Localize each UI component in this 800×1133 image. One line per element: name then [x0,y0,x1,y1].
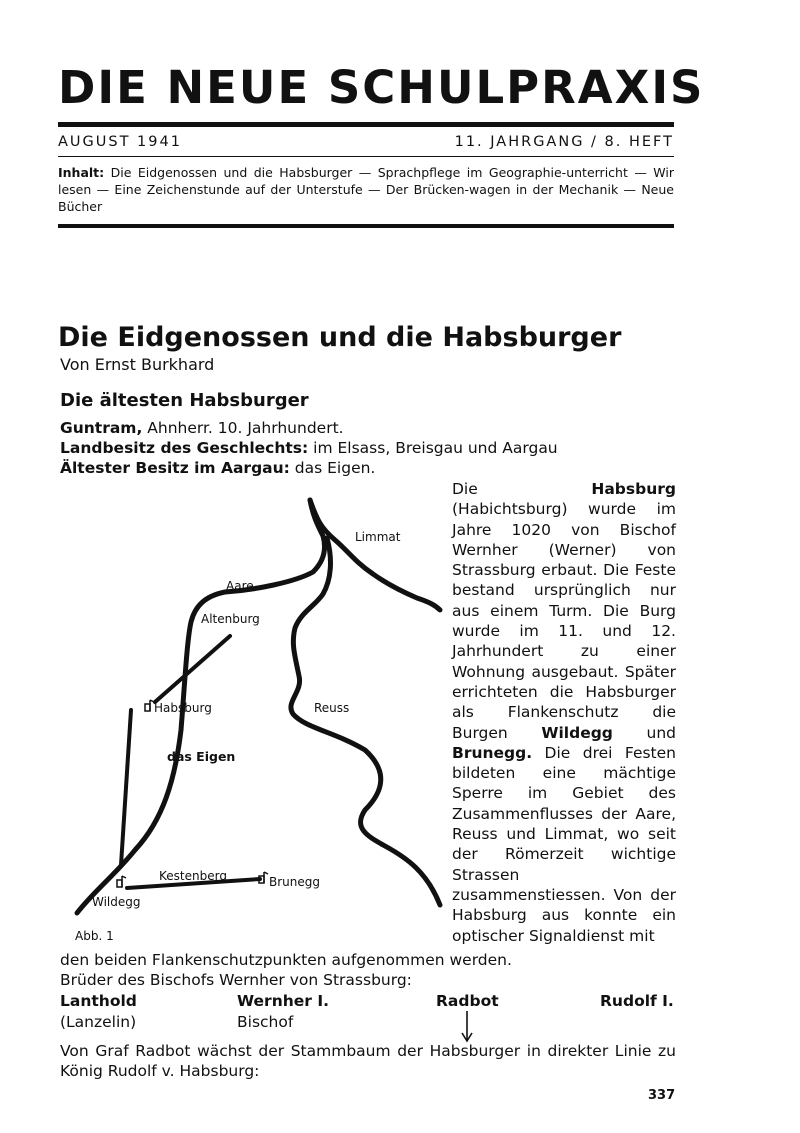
body-bold: Habsburg [591,480,676,498]
brother-rudolf [600,991,674,1012]
body-bold: Wildegg [541,723,613,742]
issue-number: 11. JAHRGANG / 8. HEFT [454,134,674,150]
table-of-contents [58,164,674,215]
fact-label: Landbesitz des Geschlechts: [60,439,309,457]
brother-name: Wernher I. [237,992,329,1010]
fact-label: Ältester Besitz im Aargau: [60,459,290,477]
label-eigen: das Eigen [167,749,236,764]
contents-text: Die Eidgenossen und die Habsburger — Sprachpflege im Geographie-unterricht — Wir lesen — Eine Zeichenstunde auf der Unterstufe — Der Brücken-wagen in der Mechanik — Neue Bücher [58,165,674,214]
article-column-text [452,479,676,946]
label-kestenberg: Kestenberg [159,869,227,883]
label-altenburg: Altenburg [201,612,260,626]
issue-rule [58,156,674,157]
contents-label: Inhalt: [58,165,105,180]
label-wildegg: Wildegg [92,895,141,909]
brothers-list [60,991,676,1035]
fact-guntram [60,418,344,438]
castle-icon [145,700,154,711]
brother-wernher [237,991,329,1033]
section-title: Die ältesten Habsburger [60,390,309,411]
map-figure [55,480,455,950]
figure-caption: Abb. 1 [75,929,114,943]
label-reuss: Reuss [314,701,350,715]
body-bold: Brunegg. [452,743,533,762]
fact-landbesitz [60,438,558,458]
issue-date: AUGUST 1941 [58,134,182,150]
masthead-rule [58,122,674,127]
castle-icon [117,876,126,887]
body-text: Die drei Festen bildeten eine mächtige Sperre im Gebiet des Zusammenflusses der Aare, Reuss und Limmat, wo seit der Römerzeit wichtige Strassen zusammenstiessen. Von der Habsburg aus konnte ein optischer Signaldienst mit [452,743,676,945]
brother-note: Bischof [237,1013,294,1031]
brother-lanthold [60,991,137,1033]
journal-title: DIE NEUE SCHULPRAXIS [58,61,705,114]
arrow-down-icon [459,1011,475,1043]
brother-note: (Lanzelin) [60,1013,137,1031]
contents-rule [58,224,674,228]
fact-text: Ahnherr. 10. Jahrhundert. [142,419,344,437]
body-text: und [612,723,676,742]
brothers-intro: Brüder des Bischofs Wernher von Strassburg: [60,971,412,989]
fact-besitz-aargau [60,458,375,478]
fact-text: das Eigen. [289,459,376,477]
label-brunegg: Brunegg [269,875,320,889]
reuss-river [291,538,440,905]
body-text: Die [452,480,592,498]
label-aare: Aare [226,579,254,593]
signal-line-wildegg [121,710,131,865]
continuation-line: den beiden Flankenschutzpunkten aufgenommen werden. [60,951,512,969]
label-habsburg: Habsburg [154,701,212,715]
fact-text: im Elsass, Breisgau und Aargau [308,439,558,457]
article-title: Die Eidgenossen und die Habsburger [58,322,622,353]
brother-radbot [436,991,499,1012]
brother-name: Lanthold [60,992,137,1010]
brother-name: Rudolf I. [600,992,674,1010]
body-text: (Habichtsburg) wurde im Jahre 1020 von Bischof Wernher (Werner) von Strassburg erbaut. Die Feste bestand ursprünglich nur aus einem Turm. Die Burg wurde im 11. und 12. Jahrhundert zu einer Wohnung ausgebaut. Später errichteten die Habsburger als Flankenschutz die Burgen [452,500,676,742]
final-paragraph: Von Graf Radbot wächst der Stammbaum der Habsburger in direkter Linie zu König Rudolf v. Habsburg: [60,1042,676,1080]
label-limmat: Limmat [355,530,401,544]
article-author: Von Ernst Burkhard [60,355,215,374]
page-number: 337 [648,1088,676,1103]
signal-line-altenburg [155,636,230,702]
brother-name: Radbot [436,992,499,1010]
fact-label: Guntram, [60,419,143,437]
